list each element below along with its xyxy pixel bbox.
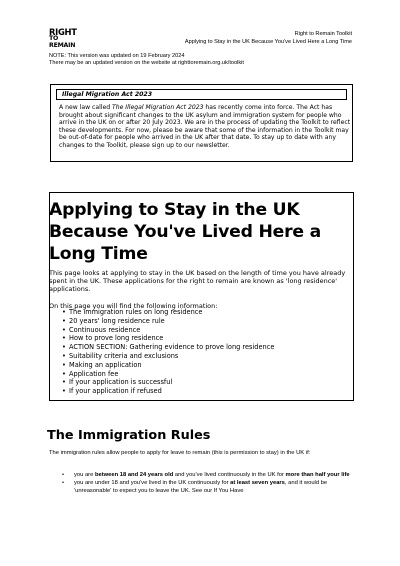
toc-item: • 20 years' long residence rule [62,317,274,326]
contents-list [62,308,274,396]
toolkit-title: Right to Remain Toolkit [294,31,352,37]
criteria-text: and you've lived continuously in the UK for [173,472,286,478]
toc-item: • If your application is successful [62,378,274,387]
criteria-emphasis: at least seven years [230,479,285,486]
notice-text [55,104,351,150]
intro-paragraph: This page looks at applying to stay in the UK based on the length of time you have already spent in the UK. These applications for the right to remain are known as 'long residence' applications. [49,269,346,294]
criteria-text: you are [74,472,95,478]
notice-title: Illegal Migration Act 2023 [56,89,347,100]
criteria-list [62,472,360,495]
notice-text-before: A new law called [59,104,113,111]
criteria-emphasis: between 18 and 24 years old [94,472,174,478]
criteria-text: you are under 18 and you've lived in the UK continuously for [74,479,231,486]
criteria-item [62,472,360,480]
logo-line1: RIGHT [49,27,77,37]
right-to-remain-logo [49,28,81,49]
running-header [185,30,352,46]
notice-box [50,84,353,162]
section-paragraph: The immigration rules allow people to apply for leave to remain (this is permission to stay) in the UK if: [49,450,311,456]
section-heading: The Immigration Rules [47,428,211,443]
criteria-item [62,480,360,496]
criteria-text: , and it would be 'unreasonable' to expect you to leave the UK. See our If You Have [74,479,328,494]
logo-line2: TO REMAIN [49,35,76,49]
notice-act-name: The Illegal Migration Act 2023 [112,104,204,111]
toc-item: • Suitability criteria and exclusions [62,352,274,361]
criteria-emphasis: more than half your life [285,472,350,478]
toc-item: • If your application if refused [62,387,274,396]
version-note-website: There may be an updated version on the website at righttoremain.org.uk/toolkit [49,60,244,67]
page-subtitle: Applying to Stay in the UK Because You've Lived Here a Long Time [184,39,352,45]
toc-intro: On this page you will find the following information: [49,301,218,310]
toc-item: • Application fee [62,370,274,379]
page-title: Applying to Stay in the UK Because You've Lived Here a Long Time [49,200,322,264]
toc-item: • How to prove long residence [62,334,274,343]
version-note-date: NOTE: This version was updated on 19 February 2024 [49,53,185,59]
toc-item: • The immigration rules on long residence [62,308,274,317]
toc-item: • Continuous residence [62,326,274,335]
toc-item: • ACTION SECTION: Gathering evidence to prove long residence [62,343,274,352]
notice-text-after: has recently come into force. The Act has brought about significant changes to the UK asylum and immigration system for people who arrive in the UK on or after 20 July 2023. We are in the process of updating the Toolkit to reflect these developments. For now, please be aware that some of the information in the Toolkit may be out-of-date for people who arrived in the UK after that date. To stay up to date with any changes to the Toolkit, please sign up to our newsletter. [59,104,351,149]
version-note [49,53,244,68]
toc-item: • Making an application [62,361,274,370]
